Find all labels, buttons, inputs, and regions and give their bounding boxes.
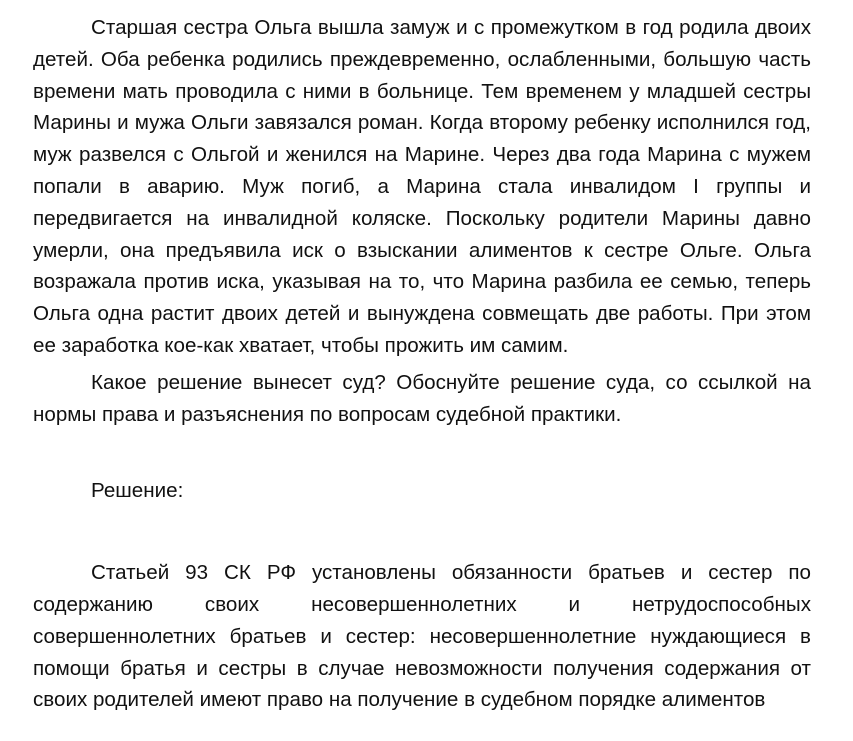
case-paragraph: Старшая сестра Ольга вышла замуж и с промежутком в год родила двоих детей. Оба ребенка родились преждевременно, ослабленными, большую часть времени мать проводила с ними в больнице. Тем временем у младшей сестры Марины и мужа Ольги завязался роман. Когда второму ребенку исполнился год, муж развелся с Ольгой и женился на Марине. Через два года Марина с мужем попали в аварию. Муж погиб, а Марина стала инвалидом I группы и передвигается на инвалидной коляске. Поскольку родители Марины давно умерли, она предъявила иск о взыскании алиментов к сестре Ольге. Ольга возражала против иска, указывая на то, что Марина разбила ее семью, теперь Ольга одна растит двоих детей и вынуждена совмещать две работы. При этом ее заработка кое-как хватает, чтобы прожить им самим. <box>33 16 811 357</box>
question-paragraph: Какое решение вынесет суд? Обоснуйте решение суда, со ссылкой на нормы права и разъяснения по вопросам судебной практики. <box>33 370 811 426</box>
document-page <box>33 12 811 716</box>
answer-paragraph: Статьей 93 СК РФ установлены обязанности братьев и сестер по содержанию своих несовершеннолетних и нетрудоспособных совершеннолетних братьев и сестер: несовершеннолетние нуждающиеся в помощи братья и сестры в случае невозможности получения содержания от своих родителей имеют право на получение в судебном порядке алиментов <box>33 561 811 712</box>
solution-heading: Решение: <box>91 479 184 503</box>
